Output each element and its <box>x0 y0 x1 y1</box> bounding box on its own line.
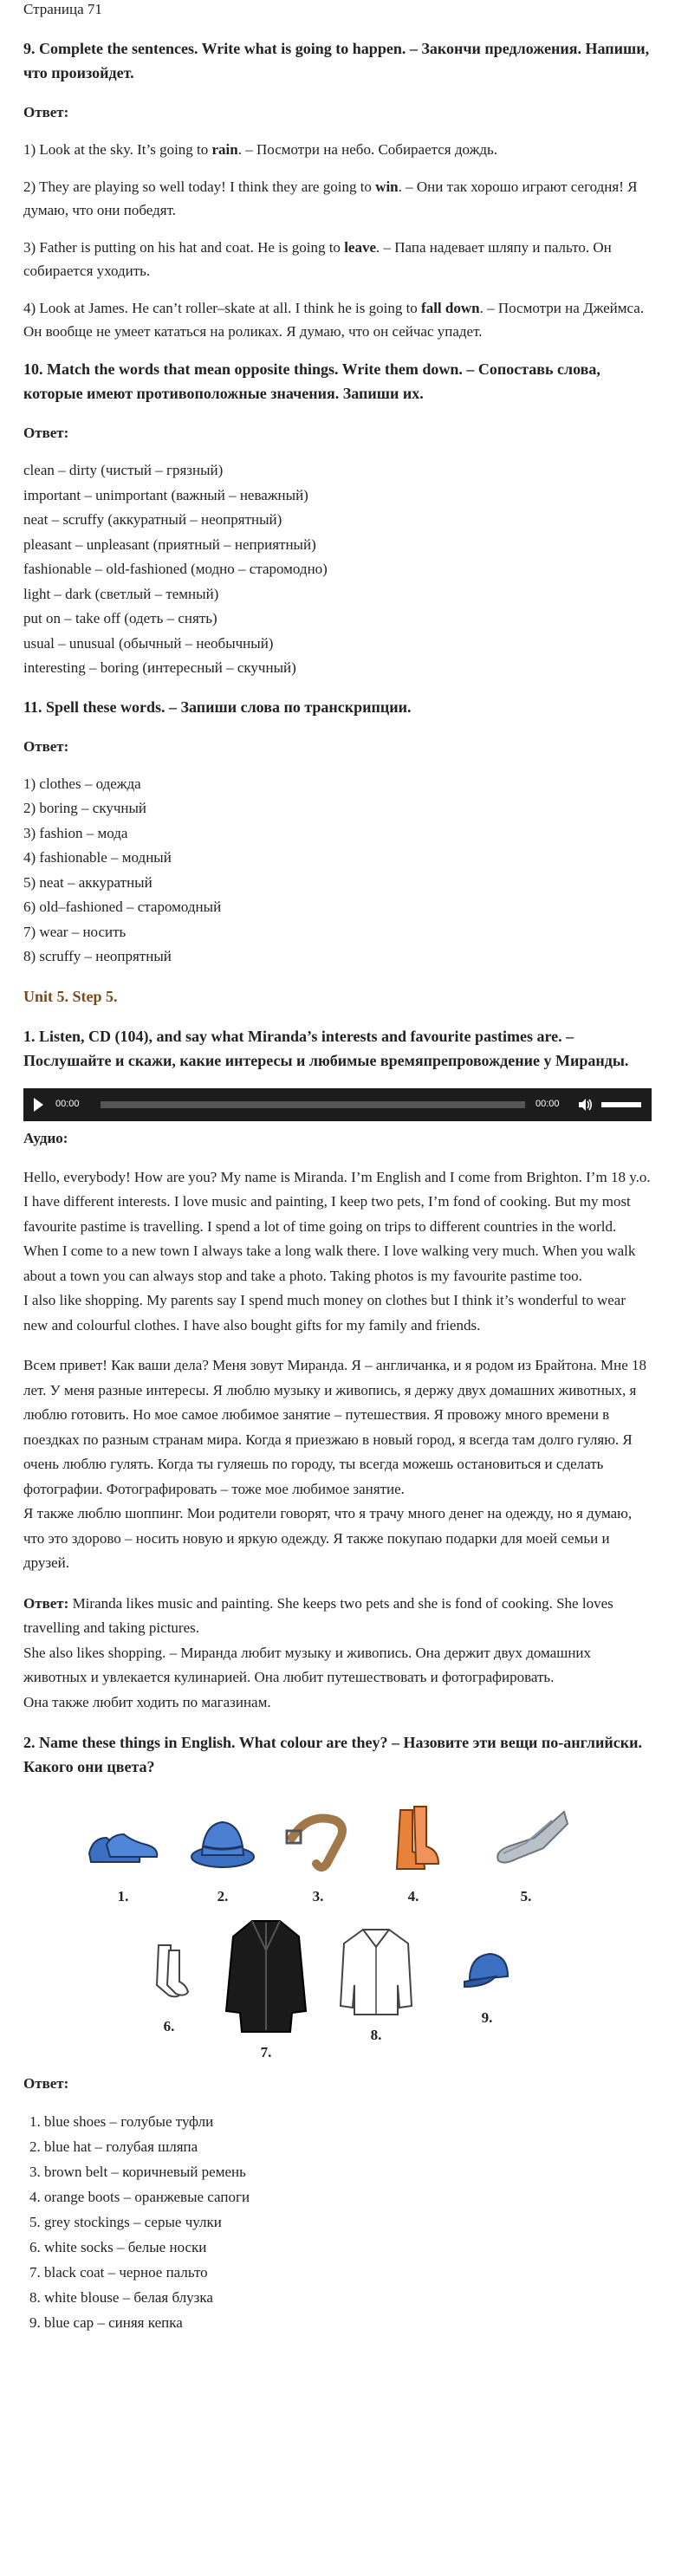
list-item: clean – dirty (чистый – грязный) <box>23 462 224 478</box>
picture-number: 1. <box>117 1888 129 1904</box>
task-9-item: 1) Look at the sky. It’s going to rain. – Посмотри на небо. Собирается дождь. <box>23 141 498 158</box>
picture-coat <box>223 1916 309 2061</box>
list-item: 5) neat – аккуратный <box>23 873 153 891</box>
task-9-item: 4) Look at James. He can’t roller–skate at all. I think he is going to fall down. – Посмотри на Джеймса. Он вообще не умеет кататься на роликах. Я думаю, что он сейчас упадет. <box>23 300 645 340</box>
picture-number: 8. <box>370 2027 382 2043</box>
list-item: 8) scruffy – неопрятный <box>23 948 172 964</box>
picture-stockings <box>483 1803 569 1905</box>
total-time: 00:00 <box>535 1099 560 1109</box>
volume-slider[interactable] <box>601 1102 641 1107</box>
task-9-item: 2) They are playing so well today! I think they are going to win. – Они так хорошо играют сегодня! Я думаю, что они победят. <box>23 178 638 218</box>
list-item: 4. orange boots – оранжевые сапоги <box>44 2184 652 2209</box>
task-2-title: 2. Name these things in English. What colour are they? – Назовите эти вещи по-английски. Какого они цвета? <box>23 1734 642 1775</box>
list-item: 4) fashionable – модный <box>23 849 172 866</box>
list-item: 8. white blouse – белая блузка <box>44 2285 652 2310</box>
hat-icon <box>188 1803 257 1881</box>
task-9-answer-label: Ответ: <box>23 104 69 120</box>
task-10-answer-list <box>23 458 652 681</box>
list-item: put on – take off (одеть – снять) <box>23 610 217 626</box>
picture-socks <box>143 1942 195 2035</box>
list-item: 7) wear – носить <box>23 923 127 940</box>
picture-shoes <box>84 1803 162 1905</box>
socks-icon <box>143 1942 195 2011</box>
picture-hat <box>188 1803 257 1905</box>
picture-number: 2. <box>217 1888 229 1904</box>
shoes-icon <box>84 1803 162 1881</box>
list-item: important – unimportant (важный – неважный) <box>23 486 308 503</box>
progress-track[interactable] <box>101 1101 525 1108</box>
picture-cap <box>461 1942 513 2027</box>
russian-text: Всем привет! Как ваши дела? Меня зовут Миранда. Я – англичанка, и я родом из Брайтона. Мне 18 лет. У меня разные интересы. Я люблю музыку и живопись, я держу двух домашних животных, я люблю готовить. Но мое самое любимое занятие – путешествия. Я провожу много времени в поездках по разным странам мира. Когда я приезжаю в новый город, я всегда там долго гуляю. Я очень люблю гулять. Когда ты гуляешь по городу, ты всегда можешь остановиться и сделать фотографии. Фотографировать – тоже мое любимое занятие. Я также люблю шоппинг. Мои родители говорят, что я трачу много денег на одежду, но я думаю, что это здорово – носить новую и яркую одежду. Я также покупаю подарки для моей семьи и друзей. <box>23 1357 647 1571</box>
task-9-title: 9. Complete the sentences. Write what is going to happen. – Закончи предложения. Напиши, что произойдет. <box>23 40 650 81</box>
list-item: pleasant – unpleasant (приятный – неприятный) <box>23 535 316 553</box>
list-item: 3. brown belt – коричневый ремень <box>44 2159 652 2184</box>
task-11-answer-list <box>23 772 652 970</box>
audio-label: Аудио: <box>23 1129 68 1146</box>
audio-player <box>23 1088 652 1121</box>
list-item: 6) old–fashioned – старомодный <box>23 899 222 915</box>
list-item: 1) clothes – одежда <box>23 775 141 792</box>
stockings-icon <box>483 1803 569 1881</box>
volume-icon[interactable] <box>577 1097 593 1113</box>
list-item: fashionable – old-fashioned (модно – старомодно) <box>23 561 328 577</box>
belt-icon <box>283 1803 353 1881</box>
list-item: 1. blue shoes – голубые туфли <box>44 2109 652 2134</box>
picture-number: 9. <box>481 2009 493 2026</box>
pictures-row-2 <box>23 1916 652 2063</box>
task-2-answer-list <box>23 2109 652 2335</box>
cap-icon <box>461 1942 513 2002</box>
picture-belt <box>283 1803 353 1905</box>
play-button[interactable] <box>34 1098 43 1112</box>
task-11-title: 11. Spell these words. – Запиши слова по транскрипции. <box>23 698 412 716</box>
current-time: 00:00 <box>55 1099 80 1109</box>
list-item: light – dark (светлый – темный) <box>23 585 219 602</box>
task-11-answer-label: Ответ: <box>23 737 69 755</box>
task-1-title: 1. Listen, CD (104), and say what Miranda’s interests and favourite pastimes are. – Послушайте и скажи, какие интересы и любимые времяпрепровождение у Миранды. <box>23 1027 629 1069</box>
list-item: 9. blue cap – синяя кепка <box>44 2310 652 2335</box>
picture-number: 5. <box>520 1888 532 1904</box>
list-item: usual – unusual (обычный – необычный) <box>23 634 274 652</box>
picture-number: 3. <box>312 1888 324 1904</box>
picture-number: 4. <box>407 1888 419 1904</box>
page-number-label: Страница 71 <box>23 1 102 17</box>
list-item: 2) boring – скучный <box>23 800 147 816</box>
pictures-row-1 <box>23 1803 652 1916</box>
task-2-answer-label: Ответ: <box>23 2075 69 2092</box>
list-item: 5. grey stockings – серые чулки <box>44 2209 652 2235</box>
task-9-item: 3) Father is putting on his hat and coat. He is going to leave. – Папа надевает шляпу и пальто. Он собирается уходить. <box>23 239 612 279</box>
list-item: 6. white socks – белые носки <box>44 2235 652 2260</box>
picture-blouse <box>337 1924 415 2044</box>
english-text: Hello, everybody! How are you? My name is Miranda. I’m English and I come from Brighton. I’m 18 y.o. I have different interests. I love music and painting, I keep two pets, I’m fond of cooking. But my most favourite pastime is travelling. I spend a lot of time going on trips to different countries in the world. When I come to a new town I always take a long walk there. I love walking very much. When you walk about a town you can always stop and take a photo. Taking photos is my favourite pastime too. I also like shopping. My parents say I spend much money on clothes but I think it’s wonderful to wear new and colourful clothes. I have also bought gifts for my family and friends. <box>23 1168 651 1333</box>
boots-icon <box>383 1803 444 1881</box>
list-item: 3) fashion – мода <box>23 824 128 841</box>
list-item: neat – scruffy (аккуратный – неопрятный) <box>23 511 282 528</box>
task-1-answer: Ответ: Miranda likes music and painting. She keeps two pets and she is fond of cooking. She loves travelling and taking pictures. She also likes shopping. – Миранда любит музыку и живопись. Она держит двух домашних животных и увлекается кулинарией. Она любит путешествовать и фотографировать. Она также любит ходить по магазинам. <box>23 1594 613 1710</box>
list-item: 7. black coat – черное пальто <box>44 2260 652 2285</box>
task-10-answer-label: Ответ: <box>23 425 69 441</box>
picture-number: 6. <box>163 2018 175 2034</box>
blouse-icon <box>337 1924 415 2020</box>
picture-number: 7. <box>260 2044 272 2060</box>
picture-boots <box>383 1803 444 1905</box>
list-item: 2. blue hat – голубая шляпа <box>44 2134 652 2159</box>
unit-heading: Unit 5. Step 5. <box>23 987 118 1005</box>
coat-icon <box>223 1916 309 2037</box>
task-10-title: 10. Match the words that mean opposite things. Write them down. – Сопоставь слова, которые имеют противоположные значения. Запиши их. <box>23 360 600 402</box>
list-item: interesting – boring (интересный – скучный) <box>23 659 296 676</box>
